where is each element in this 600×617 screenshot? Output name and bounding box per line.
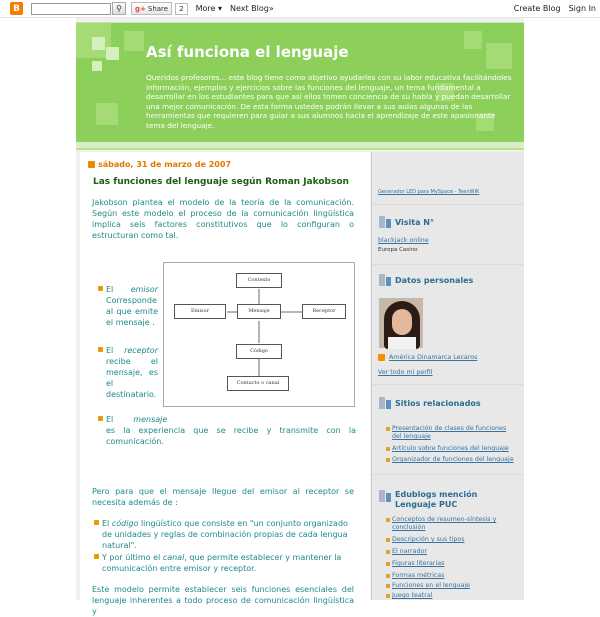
sitios-title: Sitios relacionados (395, 398, 481, 408)
edublog-link-2[interactable]: Descripción y sus tipos (392, 536, 465, 543)
bullet-icon (386, 584, 390, 588)
sitio-link-3[interactable]: Organizador de funciones del lenguaje (392, 456, 514, 463)
codigo-term: código (111, 519, 139, 528)
bullet-icon (386, 447, 390, 451)
profile-shirt (388, 337, 416, 349)
sidebar-divider (372, 384, 524, 385)
sidebar-divider (372, 474, 524, 475)
emisor-line (106, 284, 158, 295)
diagram-box-emisor: Emisor (174, 304, 226, 319)
bullet-emisor (106, 284, 158, 328)
sidebar-divider (372, 204, 524, 205)
visita-heading (379, 216, 434, 228)
widget-icon (379, 216, 391, 228)
edublogs-title: Edublogs mención Lenguaje PUC (395, 490, 478, 509)
edublogs-heading (379, 490, 505, 510)
blog-search-input[interactable] (31, 3, 111, 15)
blogger-navbar (0, 0, 600, 18)
share-label: Share (147, 4, 169, 13)
decorative-square (124, 31, 144, 51)
bullet-receptor (106, 345, 158, 400)
mensaje-term: mensaje (133, 415, 168, 424)
create-blog-link[interactable]: Create Blog (513, 4, 561, 13)
logo-square (106, 47, 119, 60)
diagram-box-receptor: Receptor (302, 304, 346, 319)
edublog-link-6[interactable]: Funciones en el lenguaje (392, 582, 471, 589)
receptor-article: El (106, 346, 114, 355)
blackjack-link[interactable]: blackjack online (378, 237, 429, 244)
diagram-box-codigo: Código (236, 344, 282, 359)
edublog-link-5[interactable]: Formas métricas (392, 572, 445, 579)
bullet-icon (386, 594, 390, 598)
bullet-icon (94, 520, 99, 525)
bullet-icon (94, 554, 99, 559)
mensaje-description: es la experiencia que se recibe y transmite con la comunicación. (106, 426, 356, 446)
mensaje-article: El (106, 415, 114, 424)
bullet-mensaje (106, 414, 356, 447)
receptor-line (106, 345, 158, 356)
sign-in-link[interactable]: Sign In (568, 4, 596, 13)
emisor-article: El (106, 285, 114, 294)
diagram-box-contacto: Contacto o canal (227, 376, 289, 391)
edublog-link-3[interactable]: El narrador (392, 548, 427, 555)
codigo-article: El (102, 519, 110, 528)
sitio-link-2[interactable]: Artículo sobre funciones del lenguaje (392, 445, 509, 452)
post-paragraph-3: Este modelo permite establecer seis funciones esenciales del lenguaje inherentes a todo proceso de comunicación lingüística y (92, 585, 354, 616)
blogger-logo-icon[interactable]: B (10, 2, 23, 15)
bullet-icon (386, 538, 390, 542)
bullet-icon (98, 286, 103, 291)
next-blog-link[interactable]: Next Blog» (229, 4, 274, 13)
widget-icon (379, 274, 391, 286)
receptor-description: recibe el mensaje, es el destinatario. (106, 357, 158, 399)
bullet-icon (98, 347, 103, 352)
more-menu[interactable] (196, 4, 222, 13)
visita-title: Visita N° (395, 217, 434, 227)
post-paragraph-2: Pero para que el mensaje llegue del emisor al receptor se necesita además de : (92, 487, 354, 507)
header-divider (76, 142, 524, 150)
communication-diagram (163, 262, 355, 407)
post-intro: Jakobson plantea el modelo de la teoría de la comunicación. Según este modelo el proceso de la comunicación lingüística implica seis factores constitutivos que lo configuran o estructuran como tal. (92, 198, 354, 240)
blogger-profile-icon (378, 354, 385, 361)
google-plus-icon: g+ (135, 4, 146, 13)
decorative-square (486, 43, 512, 69)
more-label: More (195, 4, 216, 13)
bullet-codigo (102, 518, 356, 551)
edublog-link-7[interactable]: Juego teatral (392, 592, 433, 599)
sidebar (371, 152, 524, 600)
view-profile-link[interactable]: Ver todo mi perfil (378, 369, 433, 376)
canal-term: canal (162, 553, 185, 562)
profile-photo[interactable] (379, 298, 423, 348)
post-title[interactable]: Las funciones del lenguaje según Roman Jakobson (93, 177, 349, 187)
emisor-description: Corresponde al que emite el mensaje . (106, 296, 158, 327)
logo-square (92, 37, 105, 50)
sitios-heading (379, 397, 481, 409)
decorative-square (464, 31, 482, 49)
emisor-term: emisor (130, 285, 158, 294)
blog-title[interactable]: Así funciona el lenguaje (146, 43, 349, 61)
datos-title: Datos personales (395, 275, 474, 285)
bullet-icon (386, 518, 390, 522)
edublog-link-4[interactable]: Figuras literarias (392, 560, 445, 567)
bullet-icon (386, 427, 390, 431)
bullet-icon (386, 562, 390, 566)
diagram-box-contexto: Contexto (236, 273, 282, 288)
decorative-square (96, 103, 118, 125)
datos-heading (379, 274, 473, 286)
chevron-down-icon: ▾ (217, 4, 222, 13)
profile-name-link[interactable]: América Dinamarca Lecaros (389, 354, 478, 361)
date-icon (88, 161, 95, 168)
bullet-icon (386, 550, 390, 554)
bullet-canal (102, 552, 356, 574)
canal-prefix: Y por último el (102, 553, 161, 562)
edublog-link-1[interactable]: Conceptos de resumen-síntesis y conclusión (392, 516, 497, 531)
widget-icon (379, 397, 391, 409)
widget-icon (379, 490, 391, 502)
codigo-description: lingüístico que consiste en "un conjunto organizado de unidades y reglas de combinación propias de cada lengua natural". (102, 519, 348, 550)
diagram-box-mensaje: Mensaje (237, 304, 281, 319)
sitio-link-1[interactable]: Presentación de clases de funciones del lenguaje (392, 425, 507, 440)
profile-face (392, 309, 412, 335)
canal-description: , que permite establecer y mantener la comunicación entre emisor y receptor. (102, 553, 342, 573)
blog-description: Queridos profesores... este blog tiene como objetivo ayudarles con su labor educativa facilitándoles información, ejemplos y ejercicios sobre las funciones del lenguaje, un tema fundamental a desarrollar en los estudiantes para que así ellos tomen conciencia de su habla y puedan desarrollar una mejor comunicación. De esta forma ustedes podrán llevar a sus aulas algunas de las herramientas que requieren para guiar a sus alumnos hacia el aprendizaje de este apasionante tema del lenguaje. (146, 73, 512, 130)
logo-square (92, 61, 102, 71)
blog-header (76, 22, 524, 142)
post-date-text: sábado, 31 de marzo de 2007 (98, 160, 232, 169)
led-generator-link[interactable]: Generador LED para MySpace - TeenWIK (378, 189, 480, 195)
bullet-icon (386, 458, 390, 462)
share-count: 2 (175, 3, 187, 15)
post-date (88, 160, 231, 169)
receptor-term: receptor (124, 346, 158, 355)
share-button[interactable] (131, 2, 172, 15)
bullet-icon (98, 416, 103, 421)
search-icon[interactable]: ⚲ (112, 2, 126, 15)
europa-casino-text: Europa Casino (378, 247, 418, 253)
bullet-icon (386, 574, 390, 578)
sidebar-divider (372, 264, 524, 265)
mensaje-line (106, 414, 356, 425)
